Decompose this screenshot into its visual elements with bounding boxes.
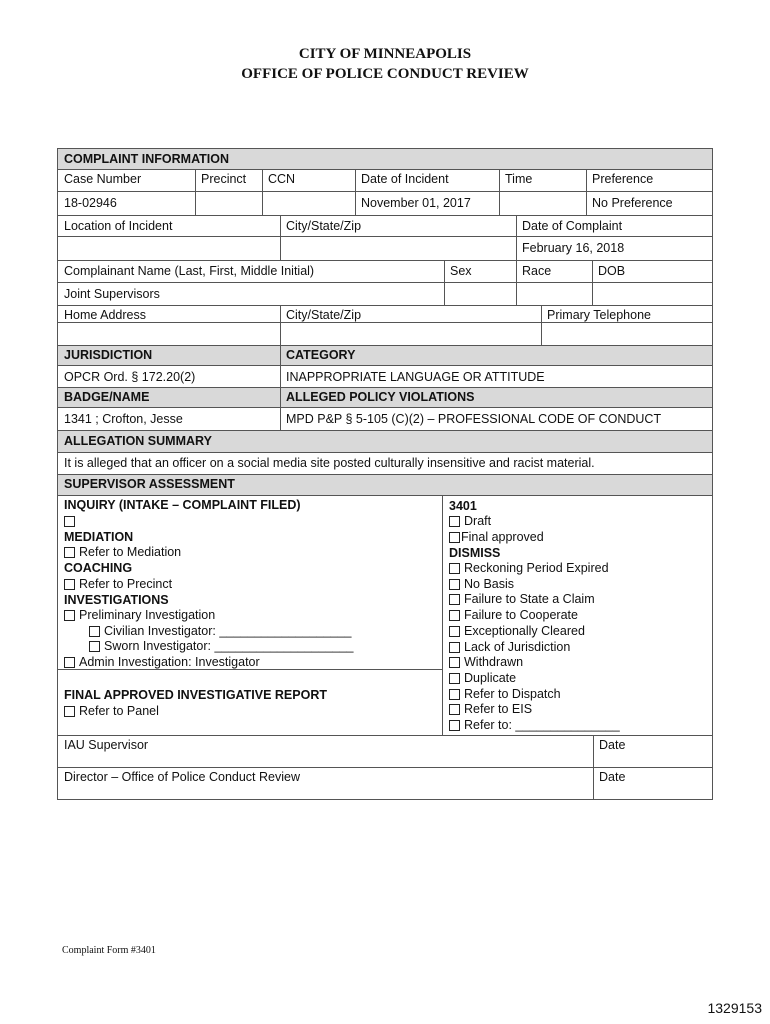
dismiss-checkbox[interactable] (449, 704, 460, 715)
dismiss-option-label: Withdrawn (464, 655, 524, 670)
date-of-complaint-label: Date of Complaint (522, 219, 623, 233)
dismiss-option-label: Exceptionally Cleared (464, 623, 585, 638)
director-label: Director – Office of Police Conduct Review (64, 770, 300, 784)
preliminary-investigation-option[interactable] (64, 608, 215, 623)
dismiss-option[interactable] (449, 624, 585, 639)
preliminary-investigation-label: Preliminary Investigation (79, 608, 216, 622)
sex-label: Sex (450, 264, 472, 278)
investigations-heading: INVESTIGATIONS (64, 593, 169, 607)
form-title-city: CITY OF MINNEAPOLIS (298, 46, 472, 62)
preference-label: Preference (592, 172, 654, 186)
refer-to-panel-checkbox[interactable] (64, 706, 75, 717)
inquiry-option[interactable] (64, 514, 79, 529)
complaint-information-heading: COMPLAINT INFORMATION (58, 149, 712, 169)
city-state-zip-label: City/State/Zip (286, 219, 362, 233)
dismiss-checkbox[interactable] (449, 642, 460, 653)
race-label: Race (522, 264, 552, 278)
preference-field: No Preference (592, 196, 673, 210)
admin-investigation-option[interactable] (64, 655, 260, 670)
final-report-heading: FINAL APPROVED INVESTIGATIVE REPORT (64, 688, 327, 702)
draft-option[interactable] (449, 514, 491, 529)
date-of-incident-label: Date of Incident (361, 172, 449, 186)
dismiss-option[interactable] (449, 561, 609, 576)
case-number-label: Case Number (64, 172, 142, 186)
mediation-heading: MEDIATION (64, 530, 134, 544)
alleged-policy-value: MPD P&P § 5-105 (C)(2) – PROFESSIONAL CODE OF CONDUCT (286, 412, 662, 426)
dismiss-option[interactable] (449, 718, 620, 733)
category-value: INAPPROPRIATE LANGUAGE OR ATTITUDE (286, 370, 545, 384)
refer-to-panel-option[interactable] (64, 704, 159, 719)
date-of-incident-field: November 01, 2017 (361, 196, 471, 210)
dismiss-option[interactable] (449, 687, 561, 702)
admin-investigation-label: Admin Investigation: Investigator (79, 655, 260, 669)
dismiss-option-label: Refer to EIS (464, 702, 533, 717)
dismiss-heading: DISMISS (449, 546, 501, 560)
final-approved-label: Final approved (461, 530, 544, 544)
form-number-footer: Complaint Form #3401 (62, 945, 156, 956)
refer-to-panel-label: Refer to Panel (79, 704, 159, 718)
civilian-investigator-checkbox[interactable] (89, 626, 100, 637)
dismiss-checkbox[interactable] (449, 657, 460, 668)
alleged-policy-heading: ALLEGED POLICY VIOLATIONS (280, 387, 712, 407)
dismiss-option-label: Reckoning Period Expired (464, 561, 609, 575)
dismiss-option-label: Failure to Cooperate (464, 608, 578, 623)
case-number-field: 18-02946 (64, 196, 117, 210)
dismiss-option-label: Refer to Dispatch (464, 686, 561, 701)
dismiss-option[interactable] (449, 592, 595, 607)
sworn-investigator-checkbox[interactable] (89, 641, 100, 652)
director-date-label: Date (599, 770, 626, 784)
dismiss-option-label: Failure to State a Claim (464, 592, 595, 607)
ccn-label: CCN (268, 172, 296, 186)
dismiss-option[interactable] (449, 608, 578, 623)
complainant-name-label: Complainant Name (Last, First, Middle Initial) (64, 264, 315, 278)
dismiss-option-label: Duplicate (464, 670, 517, 685)
primary-telephone-label: Primary Telephone (547, 308, 651, 322)
dismiss-checkbox[interactable] (449, 579, 460, 590)
sworn-investigator-label: Sworn Investigator: ____________________ (104, 639, 354, 653)
category-heading: CATEGORY (280, 345, 712, 365)
dismiss-checkbox[interactable] (449, 626, 460, 637)
civilian-investigator-option[interactable] (89, 624, 351, 639)
dismiss-option[interactable] (449, 640, 570, 655)
date-of-complaint-field: February 16, 2018 (522, 241, 625, 255)
allegation-summary-heading: ALLEGATION SUMMARY (58, 431, 712, 452)
supervisor-assessment-heading: SUPERVISOR ASSESSMENT (58, 474, 712, 495)
admin-investigation-checkbox[interactable] (64, 657, 75, 668)
refer-to-precinct-label: Refer to Precinct (79, 577, 173, 591)
badge-name-heading: BADGE/NAME (58, 387, 280, 407)
dismiss-checkbox[interactable] (449, 563, 460, 574)
refer-to-precinct-option[interactable] (64, 577, 172, 592)
refer-to-mediation-option[interactable] (64, 545, 181, 560)
dismiss-checkbox[interactable] (449, 720, 460, 731)
refer-to-precinct-checkbox[interactable] (64, 579, 75, 590)
form-title-office: OFFICE OF POLICE CONDUCT REVIEW (241, 66, 529, 82)
city-state-zip-label-2: City/State/Zip (286, 308, 362, 322)
dismiss-option-label: No Basis (464, 576, 515, 591)
dismiss-checkbox[interactable] (449, 610, 460, 621)
refer-to-mediation-label: Refer to Mediation (79, 545, 182, 559)
location-of-incident-label: Location of Incident (64, 219, 173, 233)
time-label: Time (505, 172, 533, 186)
dismiss-option-label: Refer to: _______________ (464, 718, 620, 732)
sworn-investigator-option[interactable] (89, 639, 354, 654)
dismiss-checkbox[interactable] (449, 594, 460, 605)
form-3401-heading: 3401 (449, 499, 477, 513)
draft-label: Draft (464, 514, 492, 528)
refer-to-mediation-checkbox[interactable] (64, 547, 75, 558)
final-approved-checkbox[interactable] (449, 532, 460, 543)
allegation-summary-text: It is alleged that an officer on a social media site posted culturally insensitive and racist material. (64, 456, 595, 470)
jurisdiction-value: OPCR Ord. § 172.20(2) (64, 370, 196, 384)
badge-name-value: 1341 ; Crofton, Jesse (64, 412, 183, 426)
preliminary-investigation-checkbox[interactable] (64, 610, 75, 621)
complaint-form (57, 148, 713, 800)
dismiss-checkbox[interactable] (449, 673, 460, 684)
civilian-investigator-label: Civilian Investigator: ___________________ (104, 624, 352, 638)
dismiss-option[interactable] (449, 671, 516, 686)
dob-label: DOB (598, 264, 626, 278)
draft-checkbox[interactable] (449, 516, 460, 527)
iau-supervisor-label: IAU Supervisor (64, 738, 149, 752)
final-approved-option[interactable] (449, 530, 544, 545)
dismiss-option[interactable] (449, 702, 532, 717)
document-number: 1329153 (707, 1000, 762, 1016)
dismiss-option-label: Lack of Jurisdiction (464, 639, 571, 654)
iau-date-label: Date (599, 738, 626, 752)
precinct-label: Precinct (201, 172, 247, 186)
jurisdiction-heading: JURISDICTION (58, 345, 280, 365)
home-address-label: Home Address (64, 308, 146, 322)
inquiry-checkbox[interactable] (64, 516, 75, 527)
inquiry-heading: INQUIRY (INTAKE – COMPLAINT FILED) (64, 498, 301, 512)
dismiss-option[interactable] (449, 655, 523, 670)
coaching-heading: COACHING (64, 561, 133, 575)
dismiss-checkbox[interactable] (449, 689, 460, 700)
dismiss-option[interactable] (449, 577, 514, 592)
complainant-name-field: Joint Supervisors (64, 287, 160, 301)
